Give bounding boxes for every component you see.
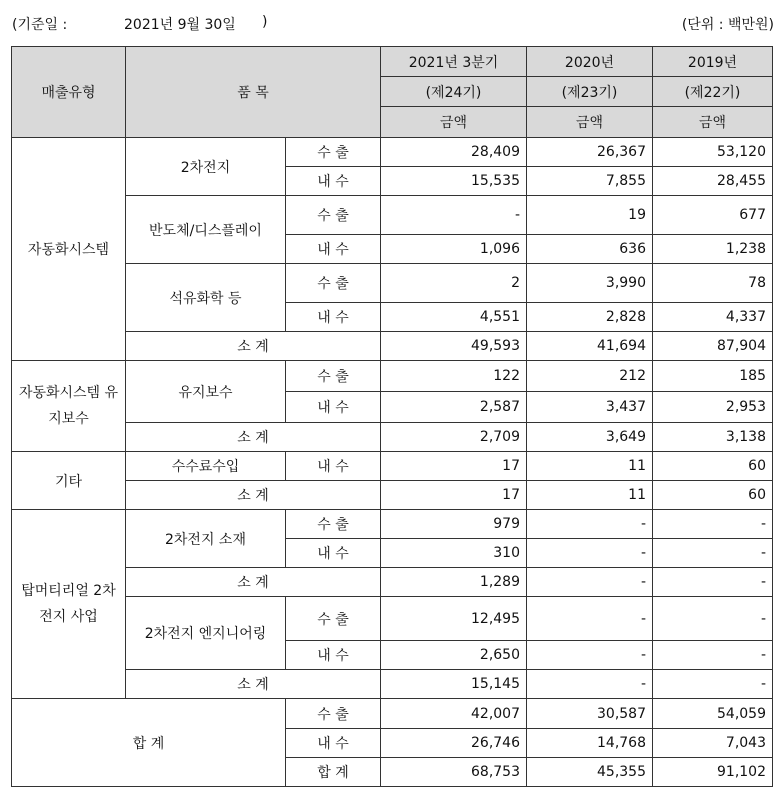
value-cell: 28,455 xyxy=(653,167,773,196)
subtotal-label: 소 계 xyxy=(126,332,381,361)
type-domestic: 내 수 xyxy=(286,392,381,423)
value-cell: 19 xyxy=(527,196,653,235)
value-cell: 3,437 xyxy=(527,392,653,423)
table-row xyxy=(12,568,773,597)
value-cell: 45,355 xyxy=(527,758,653,787)
header-item: 품 목 xyxy=(126,47,381,138)
table-row xyxy=(12,597,773,641)
item-battery-material: 2차전지 소재 xyxy=(126,510,286,568)
table-row xyxy=(12,452,773,481)
grand-total-label: 합 계 xyxy=(12,699,286,787)
value-cell: - xyxy=(527,510,653,539)
subtotal-label: 소 계 xyxy=(126,670,381,699)
value-cell: 28,409 xyxy=(381,138,527,167)
header-year: 2021년 3분기 xyxy=(381,47,527,77)
table-row xyxy=(12,138,773,167)
group-automation: 자동화시스템 xyxy=(12,138,126,361)
value-cell: 3,990 xyxy=(527,264,653,303)
subtotal-label: 소 계 xyxy=(126,423,381,452)
value-cell: 91,102 xyxy=(653,758,773,787)
header-sales-type: 매출유형 xyxy=(12,47,126,138)
table-row xyxy=(12,361,773,392)
group-other: 기타 xyxy=(12,452,126,510)
value-cell: - xyxy=(653,670,773,699)
type-domestic: 내 수 xyxy=(286,641,381,670)
base-date-label: (기준일 : xyxy=(12,17,68,33)
table-caption xyxy=(0,0,784,46)
value-cell: 636 xyxy=(527,235,653,264)
value-cell: 78 xyxy=(653,264,773,303)
value-cell: 677 xyxy=(653,196,773,235)
value-cell: 87,904 xyxy=(653,332,773,361)
type-domestic: 내 수 xyxy=(286,235,381,264)
table-row xyxy=(12,196,773,235)
type-export: 수 출 xyxy=(286,196,381,235)
type-domestic: 내 수 xyxy=(286,167,381,196)
item-semiconductor: 반도체/디스플레이 xyxy=(126,196,286,264)
value-cell: 1,289 xyxy=(381,568,527,597)
table-row xyxy=(12,423,773,452)
value-cell: 17 xyxy=(381,452,527,481)
value-cell: 17 xyxy=(381,481,527,510)
value-cell: 3,138 xyxy=(653,423,773,452)
value-cell: 26,746 xyxy=(381,729,527,758)
value-cell: 2,709 xyxy=(381,423,527,452)
value-cell: - xyxy=(527,568,653,597)
value-cell: 2,587 xyxy=(381,392,527,423)
value-cell: 68,753 xyxy=(381,758,527,787)
value-cell: 15,145 xyxy=(381,670,527,699)
type-export: 수 출 xyxy=(286,597,381,641)
type-total: 합 계 xyxy=(286,758,381,787)
value-cell: 4,337 xyxy=(653,303,773,332)
value-cell: 4,551 xyxy=(381,303,527,332)
sales-table xyxy=(11,46,773,787)
unit-label: (단위 : 백만원) xyxy=(681,17,774,33)
value-cell: - xyxy=(381,196,527,235)
value-cell: 26,367 xyxy=(527,138,653,167)
header-amount: 금액 xyxy=(653,107,773,138)
base-date-close: ) xyxy=(262,14,268,30)
value-cell: 54,059 xyxy=(653,699,773,729)
value-cell: 30,587 xyxy=(527,699,653,729)
value-cell: 122 xyxy=(381,361,527,392)
value-cell: 7,043 xyxy=(653,729,773,758)
type-domestic: 내 수 xyxy=(286,729,381,758)
table-row xyxy=(12,510,773,539)
value-cell: 60 xyxy=(653,452,773,481)
table-row xyxy=(12,264,773,303)
value-cell: 7,855 xyxy=(527,167,653,196)
value-cell: 1,238 xyxy=(653,235,773,264)
type-export: 수 출 xyxy=(286,264,381,303)
type-domestic: 내 수 xyxy=(286,452,381,481)
value-cell: 11 xyxy=(527,481,653,510)
item-petrochemical: 석유화학 등 xyxy=(126,264,286,332)
value-cell: 1,096 xyxy=(381,235,527,264)
base-date-value: 2021년 9월 30일 xyxy=(124,17,236,33)
value-cell: 12,495 xyxy=(381,597,527,641)
value-cell: - xyxy=(653,568,773,597)
group-automation-maintenance: 자동화시스템 유지보수 xyxy=(12,361,126,452)
value-cell: 310 xyxy=(381,539,527,568)
group-topmaterial-battery: 탑머티리얼 2차전지 사업 xyxy=(12,510,126,699)
subtotal-label: 소 계 xyxy=(126,568,381,597)
value-cell: 2,650 xyxy=(381,641,527,670)
value-cell: 42,007 xyxy=(381,699,527,729)
value-cell: 979 xyxy=(381,510,527,539)
value-cell: - xyxy=(527,597,653,641)
value-cell: - xyxy=(527,670,653,699)
header-term: (제22기) xyxy=(653,77,773,107)
header-year: 2019년 xyxy=(653,47,773,77)
value-cell: - xyxy=(527,641,653,670)
header-term: (제24기) xyxy=(381,77,527,107)
value-cell: 14,768 xyxy=(527,729,653,758)
table-row xyxy=(12,670,773,699)
value-cell: - xyxy=(653,510,773,539)
item-battery: 2차전지 xyxy=(126,138,286,196)
header-amount: 금액 xyxy=(381,107,527,138)
value-cell: 41,694 xyxy=(527,332,653,361)
item-battery-engineering: 2차전지 엔지니어링 xyxy=(126,597,286,670)
value-cell: 185 xyxy=(653,361,773,392)
value-cell: 60 xyxy=(653,481,773,510)
value-cell: - xyxy=(527,539,653,568)
type-export: 수 출 xyxy=(286,361,381,392)
value-cell: 15,535 xyxy=(381,167,527,196)
value-cell: 212 xyxy=(527,361,653,392)
value-cell: 53,120 xyxy=(653,138,773,167)
value-cell: 3,649 xyxy=(527,423,653,452)
type-export: 수 출 xyxy=(286,699,381,729)
table-row xyxy=(12,332,773,361)
item-maintenance: 유지보수 xyxy=(126,361,286,423)
value-cell: 2 xyxy=(381,264,527,303)
value-cell: 49,593 xyxy=(381,332,527,361)
value-cell: 2,953 xyxy=(653,392,773,423)
value-cell: 2,828 xyxy=(527,303,653,332)
header-term: (제23기) xyxy=(527,77,653,107)
type-export: 수 출 xyxy=(286,510,381,539)
header-year: 2020년 xyxy=(527,47,653,77)
value-cell: - xyxy=(653,539,773,568)
table-row xyxy=(12,699,773,729)
table-row xyxy=(12,481,773,510)
type-export: 수 출 xyxy=(286,138,381,167)
value-cell: - xyxy=(653,641,773,670)
value-cell: - xyxy=(653,597,773,641)
type-domestic: 내 수 xyxy=(286,303,381,332)
item-fee-income: 수수료수입 xyxy=(126,452,286,481)
value-cell: 11 xyxy=(527,452,653,481)
header-row xyxy=(12,47,773,77)
header-amount: 금액 xyxy=(527,107,653,138)
subtotal-label: 소 계 xyxy=(126,481,381,510)
type-domestic: 내 수 xyxy=(286,539,381,568)
